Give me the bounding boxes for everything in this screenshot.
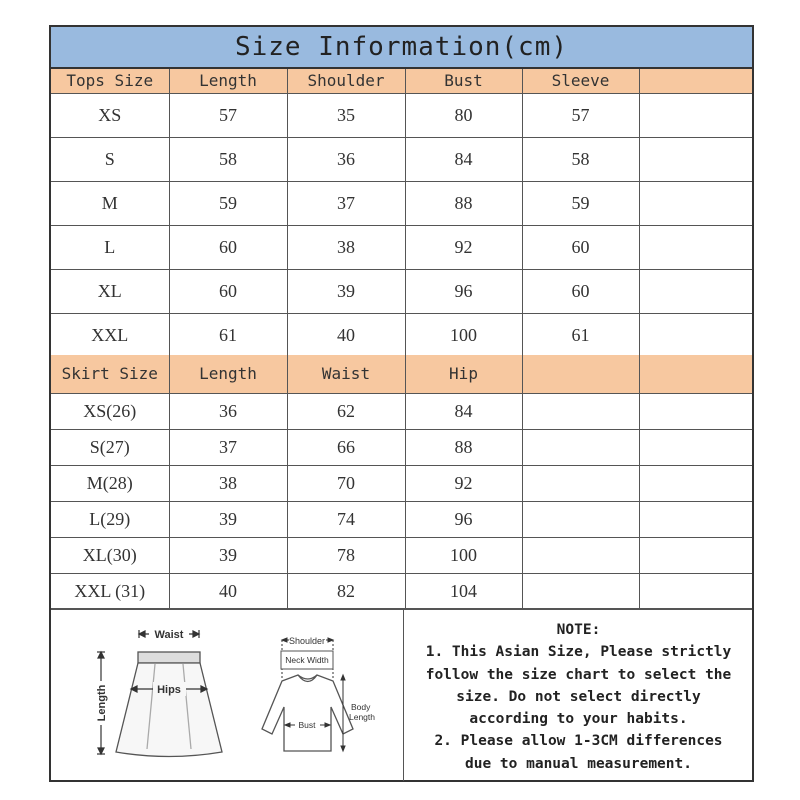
neck-width-label: Neck Width [285, 655, 329, 665]
table-cell: 88 [405, 429, 522, 465]
skirt-size-table [51, 355, 752, 610]
table-row [51, 137, 752, 181]
table-cell: 96 [405, 501, 522, 537]
table-cell: 100 [405, 537, 522, 573]
table-cell: 58 [169, 137, 287, 181]
table-cell [639, 573, 752, 609]
table-cell [639, 537, 752, 573]
table-cell: 37 [287, 181, 405, 225]
table-cell: L(29) [51, 501, 169, 537]
table-cell: M [51, 181, 169, 225]
table-cell: 60 [169, 269, 287, 313]
table-cell: 78 [287, 537, 405, 573]
table-cell [522, 501, 639, 537]
skirts-header-row [51, 355, 752, 393]
table-row [51, 313, 752, 357]
table-row [51, 225, 752, 269]
table-cell: 39 [169, 537, 287, 573]
table-cell: M(28) [51, 465, 169, 501]
table-cell [639, 501, 752, 537]
table-cell [639, 465, 752, 501]
table-cell: XXL [51, 313, 169, 357]
table-cell: 104 [405, 573, 522, 609]
table-cell: 70 [287, 465, 405, 501]
table-cell [639, 181, 752, 225]
table-cell: 39 [287, 269, 405, 313]
table-cell [522, 573, 639, 609]
tops-header-cell: Sleeve [522, 69, 639, 93]
table-cell [522, 429, 639, 465]
table-cell [639, 137, 752, 181]
table-cell: 57 [169, 93, 287, 137]
note-box [405, 619, 752, 775]
tops-header-cell: Bust [405, 69, 522, 93]
table-cell: XS [51, 93, 169, 137]
table-cell: 60 [169, 225, 287, 269]
note-line: 2. Please allow 1-3CM differences [434, 733, 723, 750]
table-cell: XS(26) [51, 393, 169, 429]
note-line: 1. This Asian Size, Please strictly [425, 644, 732, 661]
table-cell: L [51, 225, 169, 269]
table-row [51, 537, 752, 573]
table-cell: XXL (31) [51, 573, 169, 609]
skirts-header-cell [522, 355, 639, 393]
table-cell: XL [51, 269, 169, 313]
tops-size-table [51, 69, 752, 358]
table-cell: 36 [169, 393, 287, 429]
bottom-section [51, 608, 752, 781]
table-cell: 61 [522, 313, 639, 357]
table-row [51, 501, 752, 537]
body-length-label: Length [349, 712, 375, 722]
table-cell: 60 [522, 225, 639, 269]
table-cell: 57 [522, 93, 639, 137]
shoulder-label: Shoulder [288, 636, 326, 646]
table-cell: 62 [287, 393, 405, 429]
bust-label: Bust [298, 720, 316, 730]
tops-header-cell: Tops Size [51, 69, 169, 93]
table-cell [639, 429, 752, 465]
table-cell: 84 [405, 137, 522, 181]
measurement-diagram [51, 609, 404, 781]
skirt-illustration [116, 652, 222, 757]
tops-header-cell: Shoulder [287, 69, 405, 93]
note-line: size. Do not select directly [456, 688, 701, 705]
skirts-header-cell: Length [169, 355, 287, 393]
table-row [51, 93, 752, 137]
table-row [51, 393, 752, 429]
body-length-label: Body [351, 702, 371, 712]
table-cell: 92 [405, 465, 522, 501]
table-cell [522, 537, 639, 573]
table-cell: 39 [169, 501, 287, 537]
table-cell: 59 [169, 181, 287, 225]
table-cell: 60 [522, 269, 639, 313]
table-cell [639, 393, 752, 429]
table-cell: 82 [287, 573, 405, 609]
table-cell: 61 [169, 313, 287, 357]
tops-header-cell: Length [169, 69, 287, 93]
table-cell: 38 [287, 225, 405, 269]
table-cell: 96 [405, 269, 522, 313]
skirts-header-cell: Hip [405, 355, 522, 393]
table-cell: 36 [287, 137, 405, 181]
table-cell [522, 393, 639, 429]
waist-label: Waist [154, 629, 184, 641]
length-label: Length [96, 684, 108, 722]
table-row [51, 269, 752, 313]
table-cell: 92 [405, 225, 522, 269]
size-chart [49, 25, 754, 782]
table-cell: 38 [169, 465, 287, 501]
table-cell: 74 [287, 501, 405, 537]
table-cell: 35 [287, 93, 405, 137]
table-cell: 66 [287, 429, 405, 465]
note-heading: NOTE: [556, 622, 601, 638]
table-cell [639, 313, 752, 357]
table-row [51, 429, 752, 465]
table-row [51, 573, 752, 609]
table-cell [522, 465, 639, 501]
table-cell: S(27) [51, 429, 169, 465]
table-row [51, 181, 752, 225]
tops-header-cell [639, 69, 752, 93]
table-cell: 40 [287, 313, 405, 357]
tops-header-row [51, 69, 752, 93]
hips-label: Hips [157, 684, 181, 696]
table-cell: 88 [405, 181, 522, 225]
table-cell: 59 [522, 181, 639, 225]
chart-title: Size Information(cm) [51, 27, 752, 69]
table-row [51, 465, 752, 501]
table-cell [639, 269, 752, 313]
table-cell: XL(30) [51, 537, 169, 573]
table-cell: 84 [405, 393, 522, 429]
table-cell: 58 [522, 137, 639, 181]
top-illustration [262, 675, 353, 751]
table-cell: 80 [405, 93, 522, 137]
table-cell [639, 225, 752, 269]
table-cell: 37 [169, 429, 287, 465]
note-line: according to your habits. [469, 711, 688, 728]
table-cell: 40 [169, 573, 287, 609]
table-cell [639, 93, 752, 137]
note-line: due to manual measurement. [465, 755, 692, 772]
table-cell: S [51, 137, 169, 181]
skirts-header-cell: Skirt Size [51, 355, 169, 393]
skirts-header-cell [639, 355, 752, 393]
table-cell: 100 [405, 313, 522, 357]
skirts-header-cell: Waist [287, 355, 405, 393]
note-line: follow the size chart to select the [425, 666, 732, 683]
